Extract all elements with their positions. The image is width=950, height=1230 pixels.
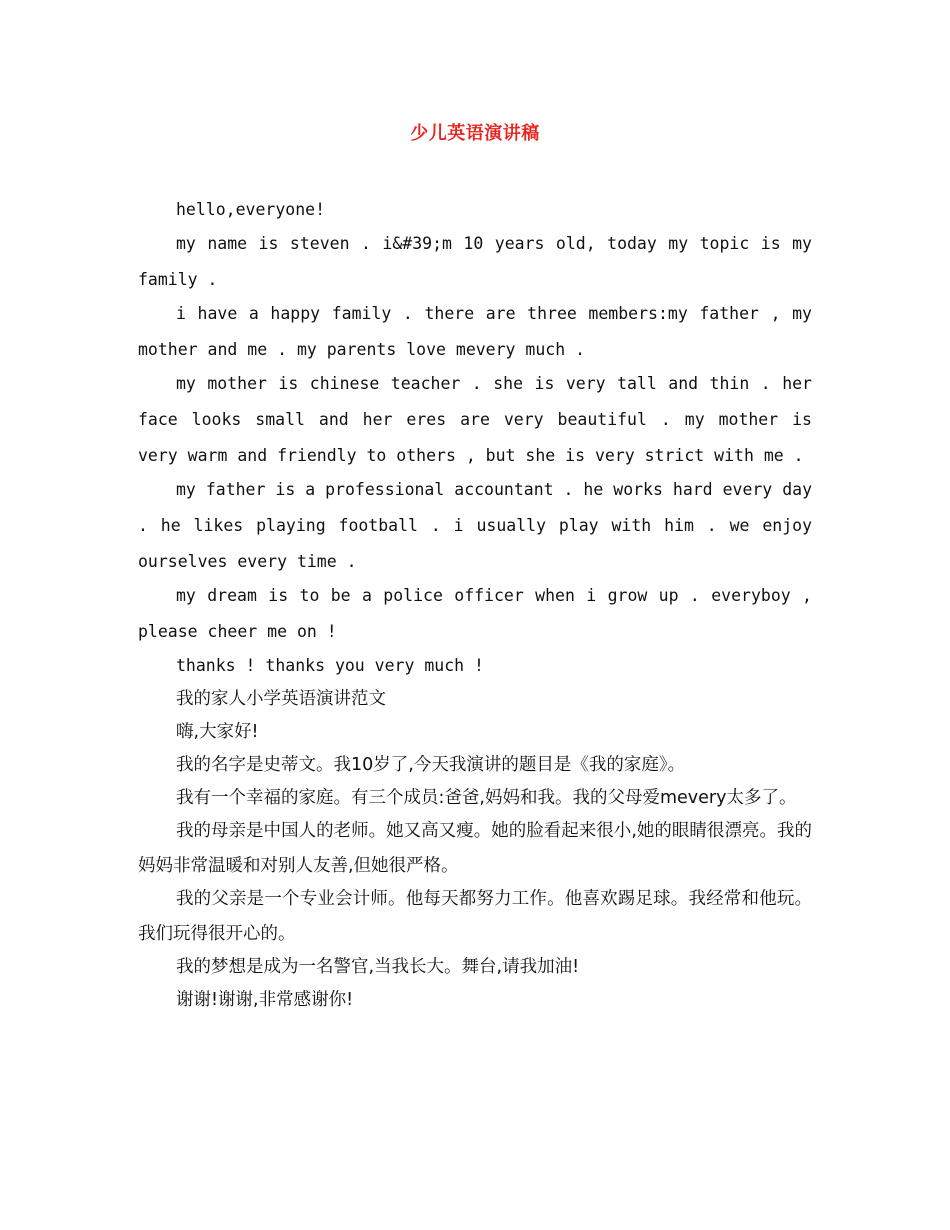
paragraph-family: i have a happy family . there are three members:my father , my mother and me . my parents love mevery much .: [138, 304, 812, 359]
document-body: [138, 192, 812, 1018]
paragraph-cn-greeting: 嗨,大家好!: [176, 722, 259, 742]
paragraph-cn-introduction: 我的名字是史蒂文。我10岁了,今天我演讲的题目是《我的家庭》。: [176, 755, 686, 775]
paragraph-cn-heading: 我的家人小学英语演讲范文: [176, 689, 386, 709]
paragraph-cn-dream: 我的梦想是成为一名警官,当我长大。舞台,请我加油!: [176, 957, 580, 977]
paragraph-cn-thanks: 谢谢!谢谢,非常感谢你!: [176, 990, 354, 1010]
paragraph-dream: my dream is to be a police officer when i grow up . everyboy , please cheer me on !: [138, 586, 812, 641]
paragraph-father: my father is a professional accountant . he works hard every day . he likes playing football . i usually play with him . we enjoy ourselves every time .: [138, 480, 812, 571]
paragraph-introduction: my name is steven . i&#39;m 10 years old, today my topic is my family .: [138, 234, 812, 289]
document-title: 少儿英语演讲稿: [410, 123, 540, 144]
paragraph-cn-family: 我有一个幸福的家庭。有三个成员:爸爸,妈妈和我。我的父母爱mevery太多了。: [176, 788, 797, 808]
paragraph-greeting: hello,everyone!: [176, 200, 326, 219]
paragraph-cn-father: 我的父亲是一个专业会计师。他每天都努力工作。他喜欢踢足球。我经常和他玩。我们玩得很开心的。: [138, 889, 812, 944]
paragraph-mother: my mother is chinese teacher . she is very tall and thin . her face looks small and her eres are very beautiful . my mother is very warm and friendly to others , but she is very strict with me .: [138, 374, 812, 465]
paragraph-thanks: thanks ! thanks you very much !: [176, 656, 484, 675]
paragraph-cn-mother: 我的母亲是中国人的老师。她又高又瘦。她的脸看起来很小,她的眼睛很漂亮。我的妈妈非常温暖和对别人友善,但她很严格。: [138, 821, 812, 876]
